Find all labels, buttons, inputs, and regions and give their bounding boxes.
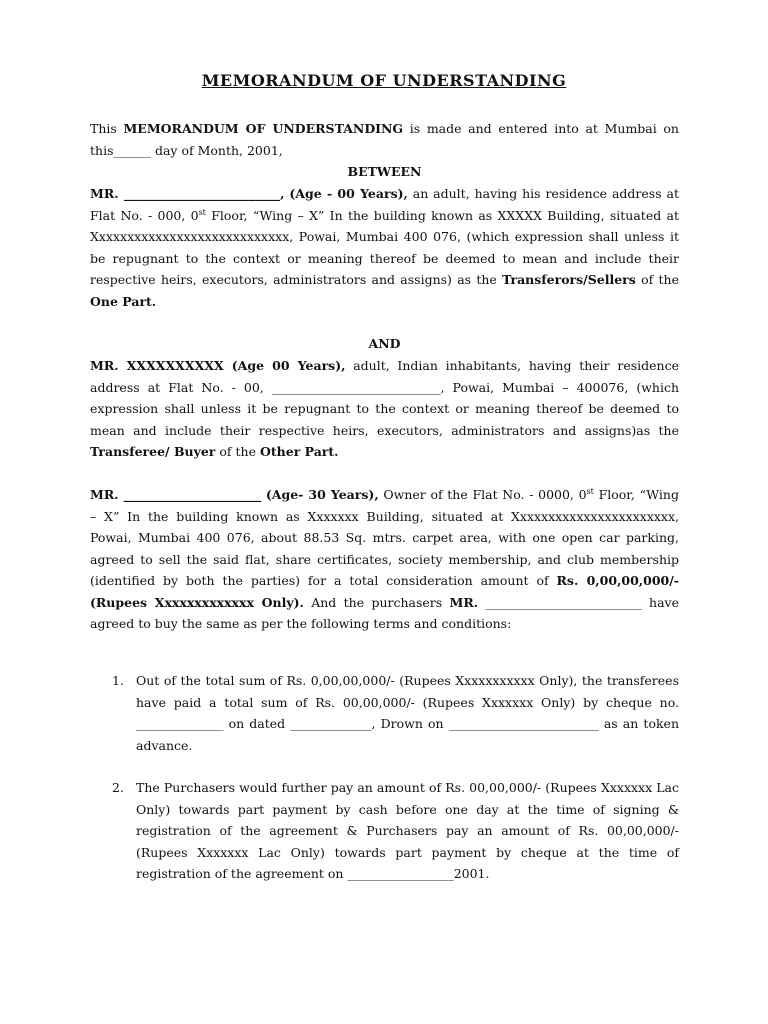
party2-role: Transferee/ Buyer bbox=[90, 444, 216, 459]
and-heading: AND bbox=[368, 336, 401, 351]
party1-text-b: Floor, “Wing – X” In the building known as XXXXX Building, situated at Xxxxxxxxxxxxxxxxxxxxxxxxxxxx, Powai, Mumbai 400 076, (which expression shall unless it be repugnant to the context or meaning thereof be deemed to mean and include their respective heirs, executors, administrators and assigns) as the bbox=[90, 207, 679, 287]
term-number: 1. bbox=[112, 673, 124, 688]
intro-prefix: This bbox=[90, 121, 117, 136]
term-text: The Purchasers would further pay an amount of Rs. 00,00,000/- (Rupees Xxxxxxx Lac Only) towards part payment by cash before one day at the time of signing & registration of the agreement & Purchasers pay an amount of Rs. 00,00,000/- (Rupees Xxxxxxx Lac Only) towards part payment by cheque at the time of registration of the agreement on _________________2001. bbox=[136, 780, 679, 881]
term-text: Out of the total sum of Rs. 0,00,00,000/- (Rupees Xxxxxxxxxxx Only), the transferees have paid a total sum of Rs. 00,00,000/- (Rupees Xxxxxxx Only) by cheque no. ______________ on dated _____________, Drown on ________________________ as an token advance. bbox=[136, 673, 679, 753]
party1-part: One Part. bbox=[90, 293, 157, 309]
party3-paragraph bbox=[90, 484, 679, 635]
party1-sup: st bbox=[198, 207, 206, 217]
term-item-1 bbox=[112, 670, 679, 756]
party3-name: MR. ______________________ bbox=[90, 487, 262, 502]
party2-paragraph bbox=[90, 355, 679, 463]
party3-mr: MR. bbox=[449, 594, 479, 610]
intro-rest: is made and entered into at Mumbai on this______ day of Month, 2001, bbox=[90, 121, 679, 158]
party1-age: (Age - 00 Years), bbox=[289, 186, 408, 201]
party2-name: MR. XXXXXXXXXX (Age 00 Years), bbox=[90, 358, 346, 373]
between-heading: BETWEEN bbox=[347, 164, 422, 179]
party2-text: adult, Indian inhabitants, having their residence address at Flat No. - 00, ___________________________, Powai, Mumbai – 400076, (which expression shall unless it be repugnant to the context or meaning thereof be deemed to mean and include their respective heirs, executors, administrators and assigns)as the bbox=[90, 358, 679, 438]
party2-mid: of the bbox=[219, 444, 256, 459]
term-number: 2. bbox=[112, 780, 124, 795]
party1-paragraph bbox=[90, 183, 679, 312]
party3-age: (Age- 30 Years), bbox=[265, 487, 379, 502]
party3-sup: st bbox=[586, 486, 594, 496]
party2-part: Other Part. bbox=[259, 444, 339, 459]
party3-text-c: And the purchasers bbox=[311, 594, 443, 610]
party3-text-b: Floor, “Wing – X” In the building known as Xxxxxxx Building, situated at Xxxxxxxxxxxxxxxxxxxxxxx, Powai, Mumbai 400 076, about 88.53 Sq. mtrs. carpet area, with one open car parking, agreed to sell the said flat, share certificates, society membership, and club membership (identified by both the parties) for a total consideration amount of bbox=[90, 487, 679, 588]
party1-text-a: an adult, having his residence address at Flat No. - 000, 0 bbox=[90, 186, 680, 223]
intro-bold-title: MEMORANDUM OF UNDERSTANDING bbox=[123, 121, 404, 136]
document-title: MEMORANDUM OF UNDERSTANDING bbox=[201, 71, 567, 90]
party3-amount: Rs. 0,00,00,000/- (Rupees Xxxxxxxxxxxxx Only). bbox=[90, 573, 679, 610]
term-item-2 bbox=[112, 777, 679, 885]
party3-text-d: _________________________ have agreed to buy the same as per the following terms and conditions: bbox=[90, 594, 679, 631]
intro-paragraph bbox=[90, 118, 679, 161]
party1-mid: of the bbox=[641, 272, 679, 287]
party1-role: Transferors/Sellers bbox=[502, 272, 636, 287]
party1-name: MR. _________________________, bbox=[90, 186, 285, 201]
party3-text-a: Owner of the Flat No. - 0000, 0 bbox=[383, 487, 587, 502]
